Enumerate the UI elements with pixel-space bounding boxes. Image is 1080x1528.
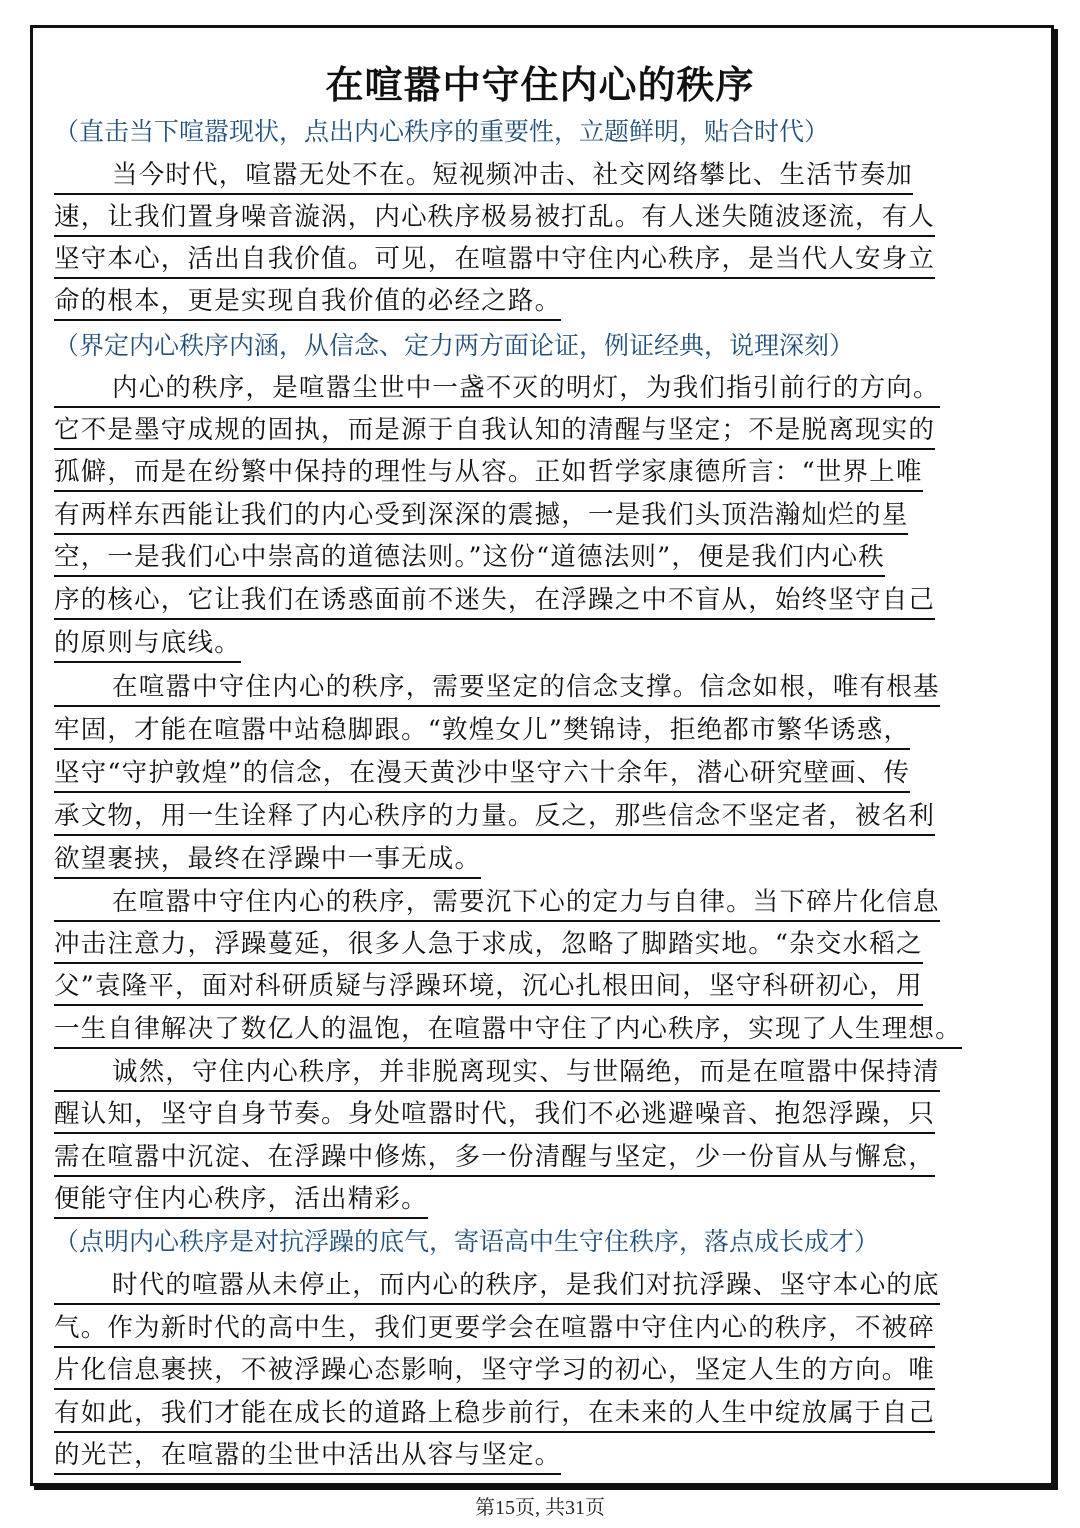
text-line: 承文物，用一生诠释了内心秩序的力量。反之，那些信念不坚定者，被名利 <box>54 798 1010 839</box>
text-line: 时代的喧嚣从未停止，而内心的秩序，是我们对抗浮躁、坚守本心的底 <box>54 1267 1010 1308</box>
text-line: 坚守“守护敦煌”的信念，在漫天黄沙中坚守六十余年，潜心研究壁画、传 <box>54 755 1010 796</box>
annotation-note: （界定内心秩序内涵，从信念、定力两方面论证，例证经典，说理深刻） <box>54 331 855 360</box>
text-line: 父”袁隆平，面对科研质疑与浮躁环境，沉心扎根田间，坚守科研初心，用 <box>54 968 1010 1009</box>
text-line: 坚守本心，活出自我价值。可见，在喧嚣中守住内心秩序，是当代人安身立 <box>54 241 1010 282</box>
text-line: 牢固，才能在喧嚣中站稳脚跟。“敦煌女儿”樊锦诗，拒绝都市繁华诱惑， <box>54 712 1010 753</box>
text-line: 序的核心，它让我们在诱惑面前不迷失，在浮躁之中不盲从，始终坚守自己 <box>54 582 1010 623</box>
page-number: 第15页, 共31页 <box>475 1497 605 1519</box>
text-line: 速，让我们置身噪音漩涡，内心秩序极易被打乱。有人迷失随波逐流，有人 <box>54 199 1010 240</box>
text-line: 欲望裹挟，最终在浮躁中一事无成。 <box>54 841 1010 882</box>
text-line: 一生自律解决了数亿人的温饱，在喧嚣中守住了内心秩序，实现了人生理想。 <box>54 1011 1010 1052</box>
text-line: 空，一是我们心中崇高的道德法则。”这份“道德法则”，便是我们内心秩 <box>54 539 1010 580</box>
text-line: 的光芒，在喧嚣的尘世中活出从容与坚定。 <box>54 1437 1010 1478</box>
text-line: 醒认知，坚守自身节奏。身处喧嚣时代，我们不必逃避噪音、抱怨浮躁，只 <box>54 1096 1010 1137</box>
annotation-note: （直击当下喧嚣现状，点出内心秩序的重要性，立题鲜明，贴合时代） <box>54 117 830 146</box>
text-line: 在喧嚣中守住内心的秩序，需要坚定的信念支撑。信念如根，唯有根基 <box>54 669 1010 710</box>
text-line: 片化信息裹挟，不被浮躁心态影响，坚守学习的初心，坚定人生的方向。唯 <box>54 1352 1010 1393</box>
text-line: 需在喧嚣中沉淀、在浮躁中修炼，多一份清醒与坚定，少一份盲从与懈怠， <box>54 1139 1010 1180</box>
text-line: 有两样东西能让我们的内心受到深深的震撼，一是我们头顶浩瀚灿烂的星 <box>54 497 1010 538</box>
text-line: 孤僻，而是在纷繁中保持的理性与从容。正如哲学家康德所言：“世界上唯 <box>54 454 1010 495</box>
text-line: 气。作为新时代的高中生，我们更要学会在喧嚣中守住内心的秩序，不被碎 <box>54 1310 1010 1351</box>
text-line: 它不是墨守成规的固执，而是源于自我认知的清醒与坚定；不是脱离现实的 <box>54 412 1010 453</box>
annotation-note: （点明内心秩序是对抗浮躁的底气，寄语高中生守住秩序，落点成长成才） <box>54 1227 880 1256</box>
text-line: 当今时代，喧嚣无处不在。短视频冲击、社交网络攀比、生活节奏加 <box>54 157 1010 198</box>
text-line: 命的根本，更是实现自我价值的必经之路。 <box>54 283 1010 324</box>
text-line: 便能守住内心秩序，活出精彩。 <box>54 1181 1010 1222</box>
text-line: 冲击注意力，浮躁蔓延，很多人急于求成，忽略了脚踏实地。“杂交水稻之 <box>54 926 1010 967</box>
text-line: 有如此，我们才能在成长的道路上稳步前行，在未来的人生中绽放属于自己 <box>54 1395 1010 1436</box>
text-line: 的原则与底线。 <box>54 625 1010 666</box>
text-line: 在喧嚣中守住内心的秩序，需要沉下心的定力与自律。当下碎片化信息 <box>54 884 1010 925</box>
essay-title: 在喧嚣中守住内心的秩序 <box>325 63 755 107</box>
text-line: 诚然，守住内心秩序，并非脱离现实、与世隔绝，而是在喧嚣中保持清 <box>54 1054 1010 1095</box>
text-line: 内心的秩序，是喧嚣尘世中一盏不灭的明灯，为我们指引前行的方向。 <box>54 370 1010 411</box>
